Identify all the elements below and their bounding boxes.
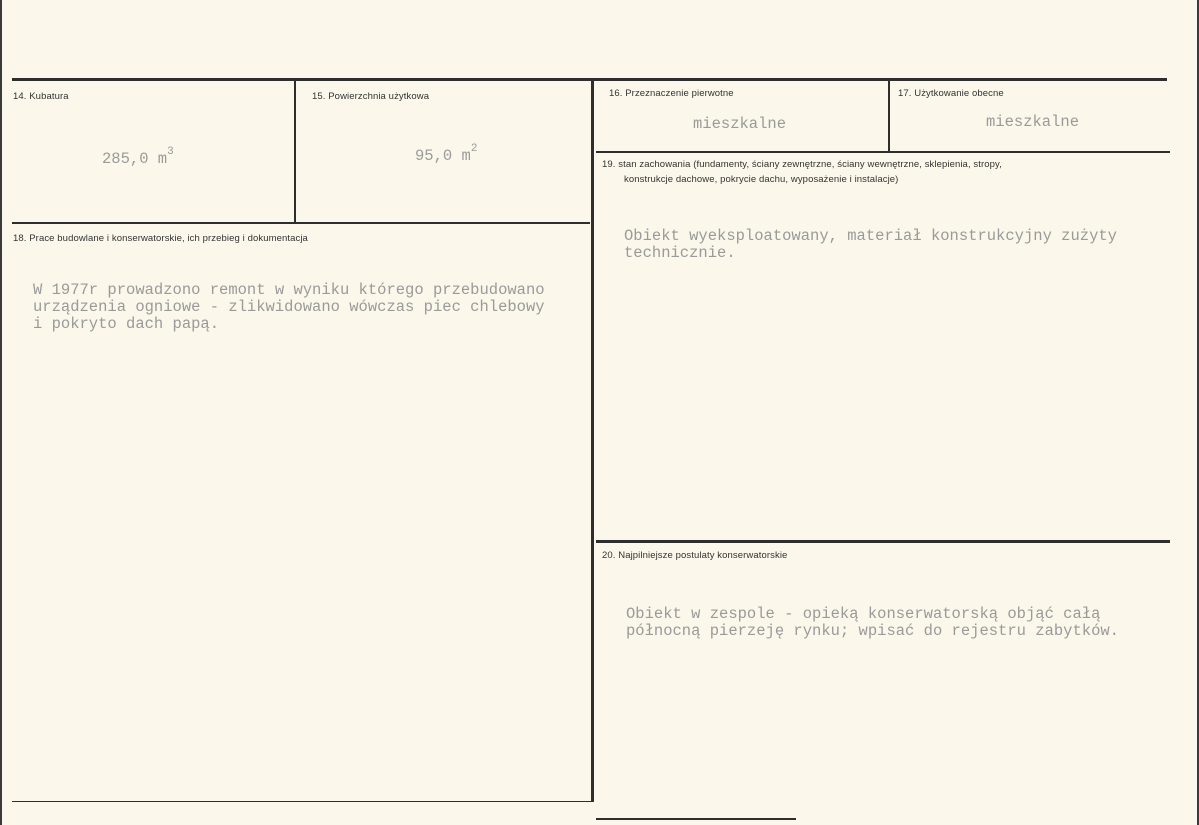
field-kubatura-label: 14. Kubatura xyxy=(13,91,69,102)
powierzchnia-exponent: 2 xyxy=(470,143,478,155)
rule-right-16-17 xyxy=(596,151,1170,153)
field-przeznaczenie-label: 16. Przeznaczenie pierwotne xyxy=(609,88,734,99)
top-rule xyxy=(12,78,1167,81)
kubatura-number: 285,0 m xyxy=(102,150,168,168)
field-kubatura-value xyxy=(102,144,174,168)
rule-right-19-20 xyxy=(596,540,1170,543)
field-powierzchnia-label: 15. Powierzchnia użytkowa xyxy=(312,91,430,102)
rule-bottom-left xyxy=(12,801,592,802)
field-uzytkowanie-label: 17. Użytkowanie obecne xyxy=(898,88,1004,99)
divider-center xyxy=(591,80,594,802)
prace-line-2: urządzenia ogniowe - zlikwidowano wówczas piec chlebowy xyxy=(33,298,545,316)
field-stan-text xyxy=(624,228,1117,262)
field-prace-label: 18. Prace budowlane i konserwatorskie, ich przebieg i dokumentacja xyxy=(13,233,308,244)
rule-left-mid xyxy=(12,222,590,224)
stan-label-line-1: 19. stan zachowania (fundamenty, ściany zewnętrzne, ściany wewnętrzne, sklepienia, stropy, xyxy=(602,159,1002,170)
field-przeznaczenie-value: mieszkalne xyxy=(693,115,787,133)
stan-label-line-2: konstrukcje dachowe, pokrycie dachu, wyposażenie i instalacje) xyxy=(624,174,899,185)
postulaty-line-2: północną pierzeję rynku; wpisać do rejestru zabytków. xyxy=(626,622,1119,640)
field-uzytkowanie-value: mieszkalne xyxy=(986,113,1080,131)
powierzchnia-number: 95,0 m xyxy=(415,147,471,165)
rule-bottom-right xyxy=(596,818,796,820)
stan-line-2: technicznie. xyxy=(624,244,736,262)
field-stan-label xyxy=(602,157,1142,187)
field-powierzchnia-value xyxy=(415,141,477,165)
stan-line-1: Obiekt wyeksploatowany, materiał konstrukcyjny zużyty xyxy=(624,227,1117,245)
field-prace-text xyxy=(33,282,545,333)
prace-line-3: i pokryto dach papą. xyxy=(33,315,220,333)
divider-16-17 xyxy=(888,80,890,152)
kubatura-exponent: 3 xyxy=(167,146,174,158)
field-postulaty-label: 20. Najpilniejsze postulaty konserwatorskie xyxy=(602,550,788,561)
prace-line-1: W 1977r prowadzono remont w wyniku którego przebudowano xyxy=(33,281,545,299)
field-postulaty-text xyxy=(626,606,1119,640)
postulaty-line-1: Obiekt w zespole - opieką konserwatorską objąć całą xyxy=(626,605,1101,623)
divider-14-15 xyxy=(294,80,296,223)
